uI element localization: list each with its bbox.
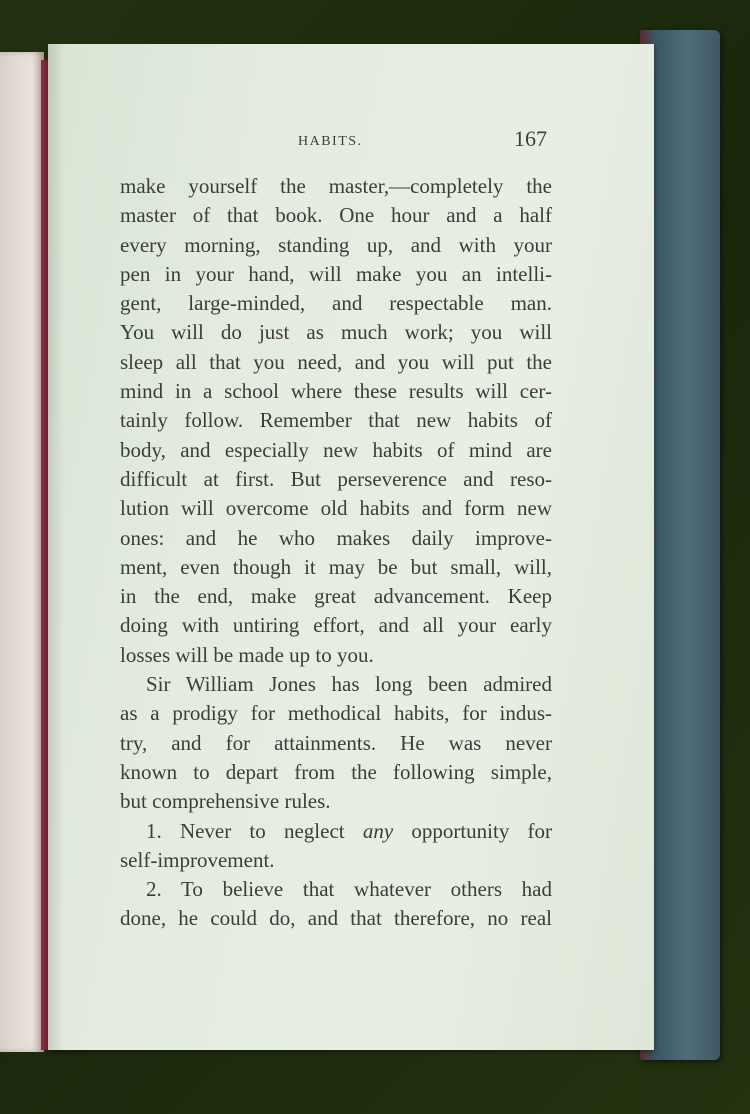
text-line: You will do just as much work; you will	[120, 320, 552, 345]
emphasis-any: any	[362, 818, 394, 843]
facing-page-fragment	[0, 52, 44, 1052]
text-line: make yourself the master,—completely the	[120, 174, 552, 198]
text-line: every morning, standing up, and with your	[120, 232, 552, 257]
text-line: done, he could do, and that therefore, no real	[120, 906, 552, 931]
text-line: mind in a school where these results will cer-	[120, 379, 552, 404]
text-line: self-improvement.	[120, 847, 275, 872]
text-line: try, and for attainments. He was never	[120, 730, 552, 755]
text-line-rule-1	[120, 817, 552, 846]
text-line: but comprehensive rules.	[120, 789, 331, 814]
text-line: Sir William Jones has long been admired	[146, 672, 552, 697]
text-line: ones: and he who makes daily improve-	[120, 525, 552, 550]
text-line: ment, even though it may be but small, will,	[120, 554, 552, 579]
text-line: master of that book. One hour and a half	[120, 203, 552, 228]
text-line: body, and especially new habits of mind are	[120, 437, 552, 462]
text-line: difficult at first. But perseverence and reso-	[120, 466, 552, 491]
text-line: 2. To believe that whatever others had	[146, 877, 552, 902]
text-line: tainly follow. Remember that new habits of	[120, 408, 552, 433]
rule-1-end: opportunity for	[411, 818, 553, 843]
book-page	[48, 44, 654, 1050]
body-text	[120, 172, 552, 934]
text-line: as a prodigy for methodical habits, for indus-	[120, 701, 552, 726]
text-line: known to depart from the following simple,	[120, 759, 552, 784]
text-line: pen in your hand, will make you an intelli-	[120, 261, 552, 286]
gutter-shadow	[48, 44, 64, 1050]
page-number: 167	[514, 126, 547, 151]
text-line: doing with untiring effort, and all your early	[120, 613, 552, 638]
text-line: sleep all that you need, and you will put the	[120, 349, 552, 374]
rule-1-start: 1. Never to neglect	[146, 818, 345, 843]
running-head: HABITS.	[298, 134, 363, 149]
text-line: in the end, make great advancement. Keep	[120, 584, 552, 609]
text-line: losses will be made up to you.	[120, 642, 374, 667]
text-line: gent, large-minded, and respectable man.	[120, 291, 552, 316]
text-line: lution will overcome old habits and form new	[120, 496, 552, 521]
